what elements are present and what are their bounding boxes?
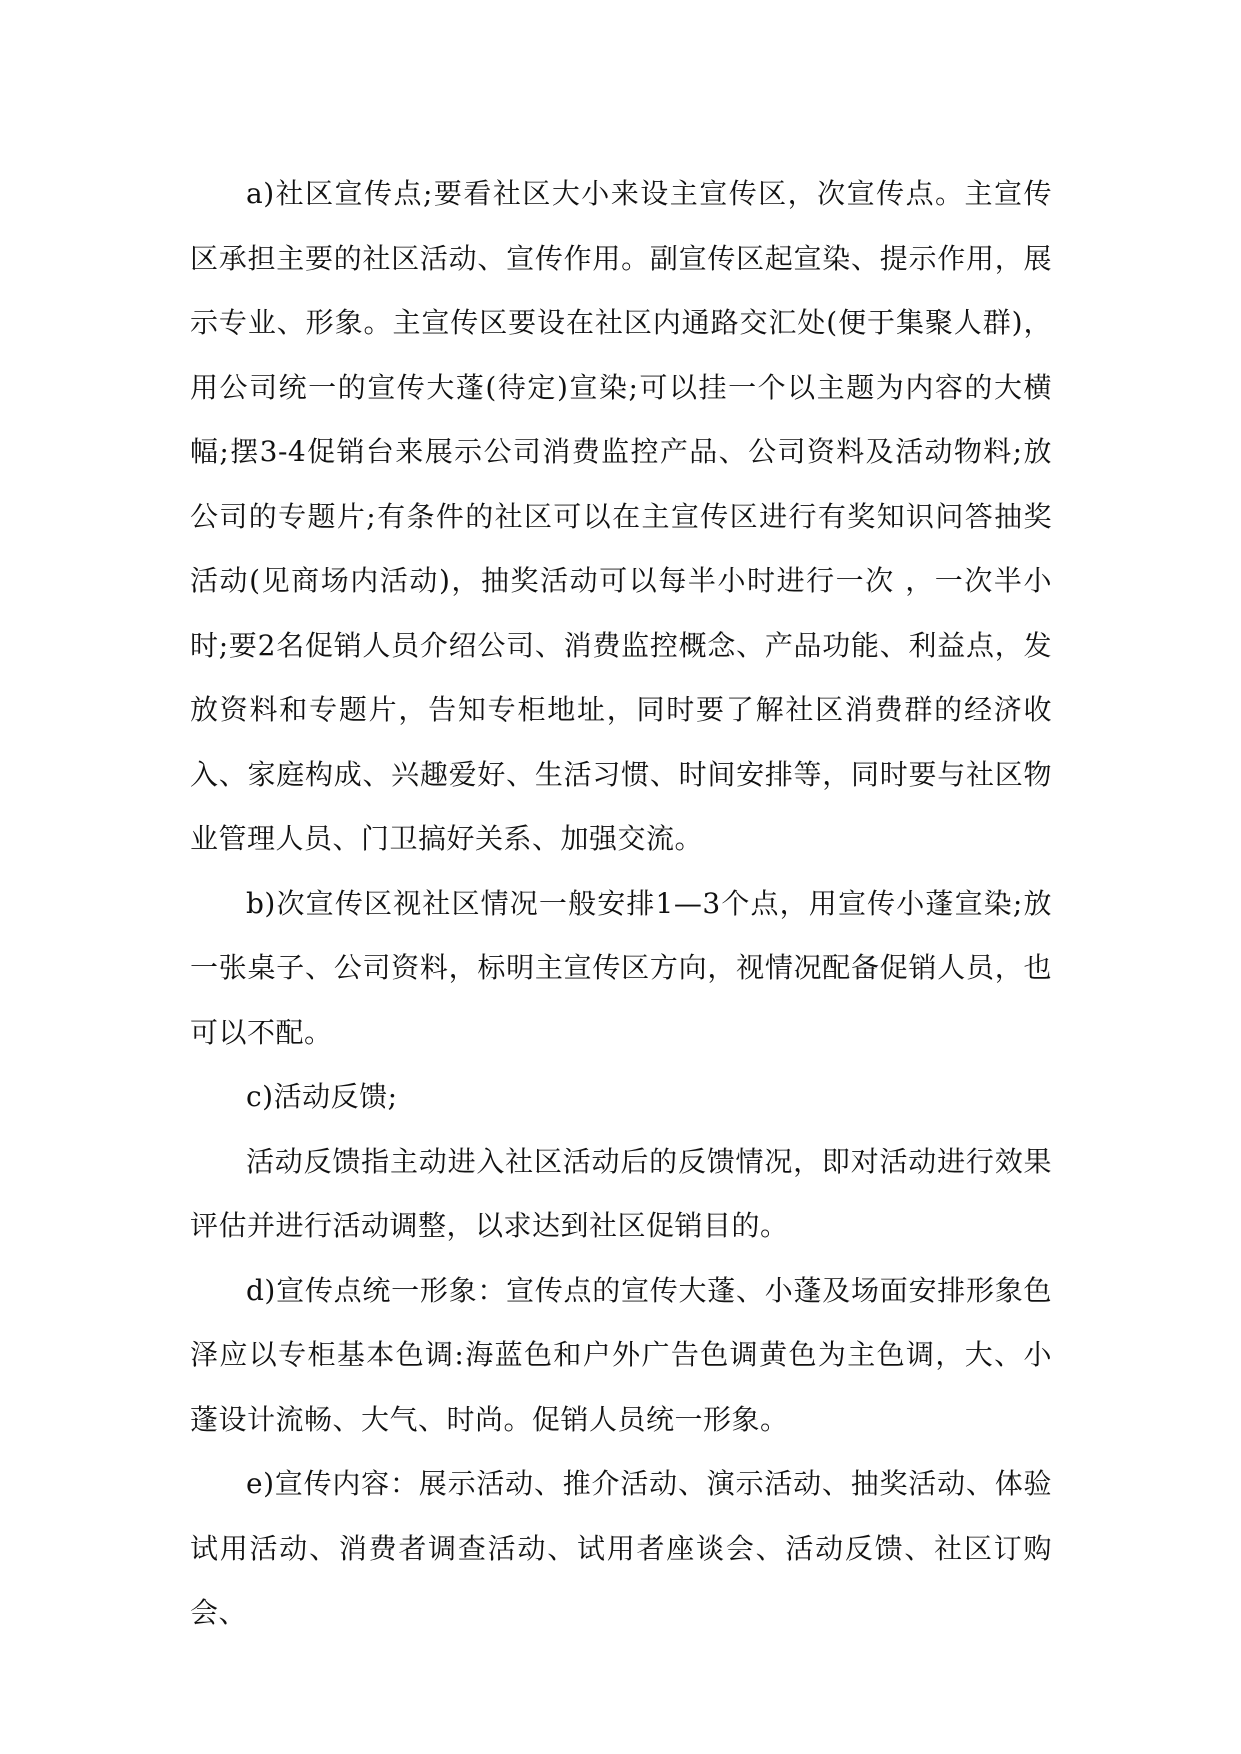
- paragraph-a-community-promotion-point: a)社区宣传点;要看社区大小来设主宣传区，次宣传点。主宣传区承担主要的社区活动、宣传作用。副宣传区起宣染、提示作用，展示专业、形象。主宣传区要设在社区内通路交汇处(便于集聚人群)，用公司统一的宣传大蓬(待定)宣染;可以挂一个以主题为内容的大横幅;摆3-4促销台来展示公司消费监控产品、公司资料及活动物料;放公司的专题片;有条件的社区可以在主宣传区进行有奖知识问答抽奖活动(见商场内活动)，抽奖活动可以每半小时进行一次 ，一次半小时;要2名促销人员介绍公司、消费监控概念、产品功能、利益点，发放资料和专题片，告知专柜地址，同时要了解社区消费群的经济收入、家庭构成、兴趣爱好、生活习惯、时间安排等，同时要与社区物业管理人员、门卫搞好关系、加强交流。: [190, 177, 1052, 855]
- paragraph-e-promotion-content: e)宣传内容：展示活动、推介活动、演示活动、抽奖活动、体验试用活动、消费者调查活动、试用者座谈会、活动反馈、社区订购会、: [190, 1467, 1052, 1629]
- paragraph-d-unified-image: d)宣传点统一形象：宣传点的宣传大蓬、小蓬及场面安排形象色泽应以专柜基本色调:海蓝色和户外广告色调黄色为主色调，大、小蓬设计流畅、大气、时尚。促销人员统一形象。: [190, 1273, 1052, 1436]
- paragraph-c-activity-feedback-heading: c)活动反馈;: [246, 1080, 398, 1113]
- document-page: [190, 162, 1052, 1646]
- paragraph-activity-feedback-body: 活动反馈指主动进入社区活动后的反馈情况，即对活动进行效果评估并进行活动调整，以求达到社区促销目的。: [190, 1144, 1052, 1242]
- paragraph-b-secondary-promotion-area: b)次宣传区视社区情况一般安排1—3个点，用宣传小蓬宣染;放一张桌子、公司资料，标明主宣传区方向，视情况配备促销人员，也可以不配。: [190, 886, 1052, 1049]
